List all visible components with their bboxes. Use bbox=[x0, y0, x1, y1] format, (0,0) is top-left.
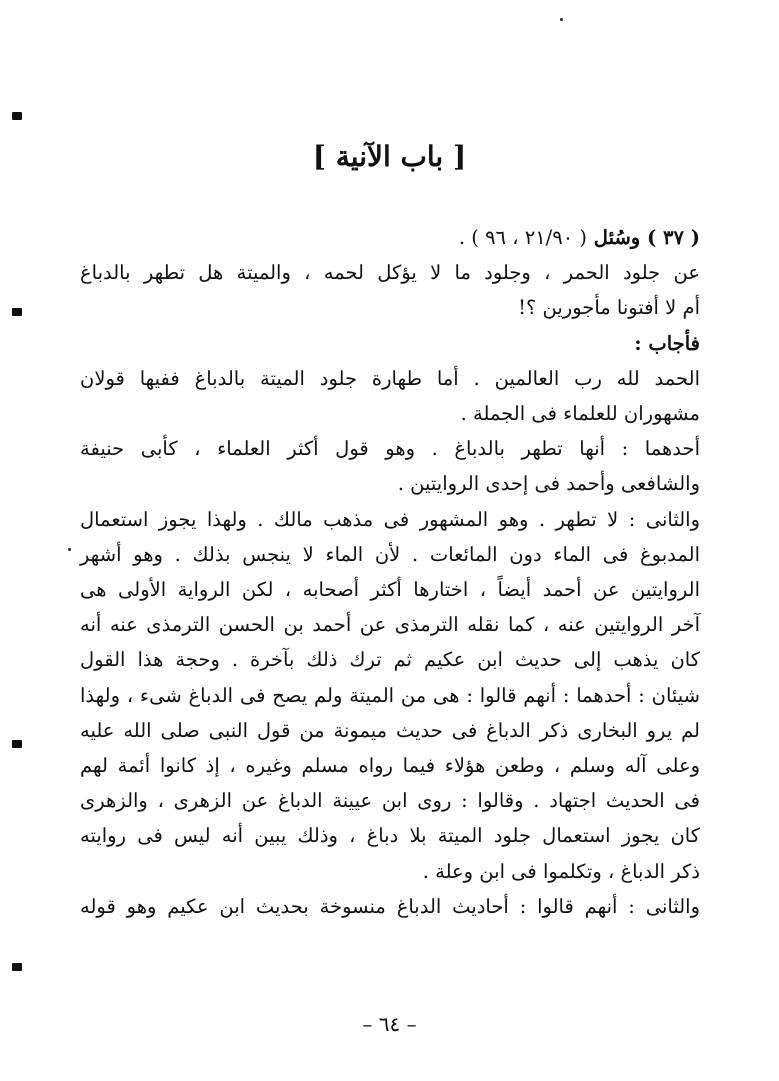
section-title: [ باب الآنية ] bbox=[312, 140, 467, 173]
text-line: أحدهما : أنها تطهر بالدباغ . وهو قول أكثر العلماء ، كأبى حنيفة bbox=[80, 437, 700, 461]
text-line: عن جلود الحمر ، وجلود ما لا يؤكل لحمه ، والميتة هل تطهر بالدباغ bbox=[80, 261, 700, 285]
text-line: الحمد لله رب العالمين . أما طهارة جلود الميتة بالدباغ ففيها قولان bbox=[80, 366, 700, 390]
text-line: كان يجوز استعمال جلود الميتة بلا دباغ ، وذلك يبين أنه ليس فى روايته bbox=[80, 824, 700, 848]
text-line: شيئان : أحدهما : أنهم قالوا : هى من الميتة ولم يصح فى الدباغ شىء ، ولهذا bbox=[80, 683, 700, 707]
ink-speck bbox=[68, 548, 71, 551]
text-line: فى الحديث اجتهاد . وقالوا : روى ابن عيينة الدباغ عن الزهرى ، والزهرى bbox=[80, 789, 700, 813]
margin-mark bbox=[12, 112, 22, 120]
text-line: لم يرو البخارى ذكر الدباغ فى حديث ميمونة من قول النبى صلى الله عليه bbox=[80, 718, 700, 742]
text-line: أم لا أفتونا مأجورين ؟! bbox=[518, 296, 700, 320]
text-line: والثانى : لا تطهر . وهو المشهور فى مذهب مالك . ولهذا يجوز استعمال bbox=[80, 507, 700, 531]
page-number: – ٦٤ – bbox=[362, 1012, 417, 1036]
question-label: وسُئل bbox=[593, 226, 641, 249]
text-line: المدبوغ فى الماء دون المائعات . لأن الماء لا ينجس بذلك . وهو أشهر bbox=[80, 542, 700, 566]
question-reference: ( ٢١/٩٠ ، ٩٦ ) . bbox=[458, 226, 587, 249]
answer-heading: فأجاب : bbox=[634, 331, 700, 355]
question-number: ( ٣٧ ) bbox=[647, 226, 700, 249]
text-line: كان يذهب إلى حديث ابن عكيم ثم ترك ذلك بآخرة . وحجة هذا القول bbox=[80, 648, 700, 672]
margin-mark bbox=[12, 740, 22, 748]
text-line: الروايتين عن أحمد أيضاً ، اختارها أكثر أصحابه ، لكن الرواية الأولى هى bbox=[80, 578, 700, 602]
question-heading bbox=[80, 220, 700, 255]
text-line: ذكر الدباغ ، وتكلموا فى ابن وعلة . bbox=[422, 859, 700, 883]
ink-speck bbox=[560, 18, 563, 21]
margin-mark bbox=[12, 963, 22, 971]
text-line: والشافعى وأحمد فى إحدى الروايتين . bbox=[397, 472, 700, 496]
text-line: مشهوران للعلماء فى الجملة . bbox=[460, 402, 700, 426]
text-line: وعلى آله وسلم ، وطعن هؤلاء فيما رواه مسلم وغيره ، إذ كانوا أئمة لهم bbox=[80, 754, 700, 778]
margin-mark bbox=[12, 308, 22, 316]
text-line: آخر الروايتين عنه ، كما نقله الترمذى عن أحمد بن الحسن الترمذى عنه أنه bbox=[80, 613, 700, 637]
body-text bbox=[80, 220, 700, 924]
text-line: والثانى : أنهم قالوا : أحاديث الدباغ منسوخة بحديث ابن عكيم وهو قوله bbox=[80, 894, 700, 918]
